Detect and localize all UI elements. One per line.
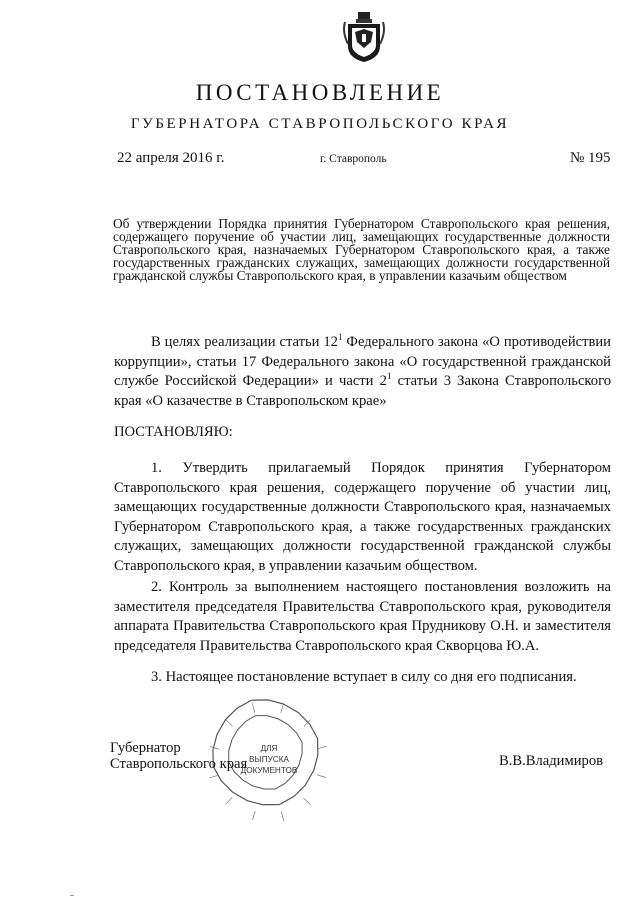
preamble-part-2: Федерального закона «О противодействии коррупции», статьи 17 Федерального закона «О государственной гражданской службе Российской Федерации» и части 2 — [114, 334, 611, 389]
signature-position-line-2: Ставропольского края — [110, 756, 248, 772]
document-number: № 195 — [570, 150, 611, 166]
document-subtitle: ГУБЕРНАТОРА СТАВРОПОЛЬСКОГО КРАЯ — [130, 116, 510, 132]
document-subject: Об утверждении Порядка принятия Губернатором Ставропольского края решения, содержащего поручение об участии лиц, замещающих государственные должности Ставропольского края, назначаемых Губернатором Ставропольского края, а также государственных гражданских служащих, замещающих должности государственной гражданской службы Ставропольского края, в управлении казачьим обществом — [113, 216, 610, 283]
stamp-line: ДОКУМЕНТОВ — [240, 766, 298, 775]
page-edge-mark — [70, 895, 74, 896]
decree-word: ПОСТАНОВЛЯЮ: — [114, 424, 233, 440]
signature-position — [110, 740, 247, 772]
document-city: г. Ставрополь — [320, 153, 387, 165]
item-2: 2. Контроль за выполнением настоящего постановления возложить на заместителя председателя Правительства Ставропольского края, руководителя аппарата Правительства Ставропольского края Прудникову О.Н. и заместителя председателя Правительства Ставропольского края Скворцова Ю.А. — [114, 579, 611, 654]
coat-of-arms-icon — [342, 12, 386, 64]
preamble-superscript-1: 1 — [337, 332, 343, 342]
item-3: 3. Настоящее постановление вступает в силу со дня его подписания. — [151, 669, 577, 685]
document-title: ПОСТАНОВЛЕНИЕ — [195, 80, 445, 105]
signature-position-line-1: Губернатор — [110, 740, 181, 756]
signature-name: В.В.Владимиров — [499, 753, 604, 769]
preamble-part-3: статьи 3 Закона Ставропольского края «О казачестве в Ставропольском крае» — [114, 373, 612, 409]
preamble-part-1: В целях реализации статьи 12 — [151, 334, 338, 350]
stamp-line: ДЛЯ — [260, 744, 278, 753]
stamp-line: ВЫПУСКА — [249, 755, 289, 764]
item-1: 1. Утвердить прилагаемый Порядок принятия Губернатором Ставропольского края решения, содержащего поручение об участии лиц, замещающих государственные должности Ставропольского края, назначаемых Губернатором Ставропольского края, а также государственных гражданских служащих, замещающих должности государственной гражданской службы Ставропольского края, в управлении казачьим обществом. — [114, 460, 611, 574]
preamble-superscript-2: 1 — [386, 371, 392, 381]
document-date: 22 апреля 2016 г. — [117, 150, 225, 166]
preamble-paragraph — [114, 333, 611, 411]
